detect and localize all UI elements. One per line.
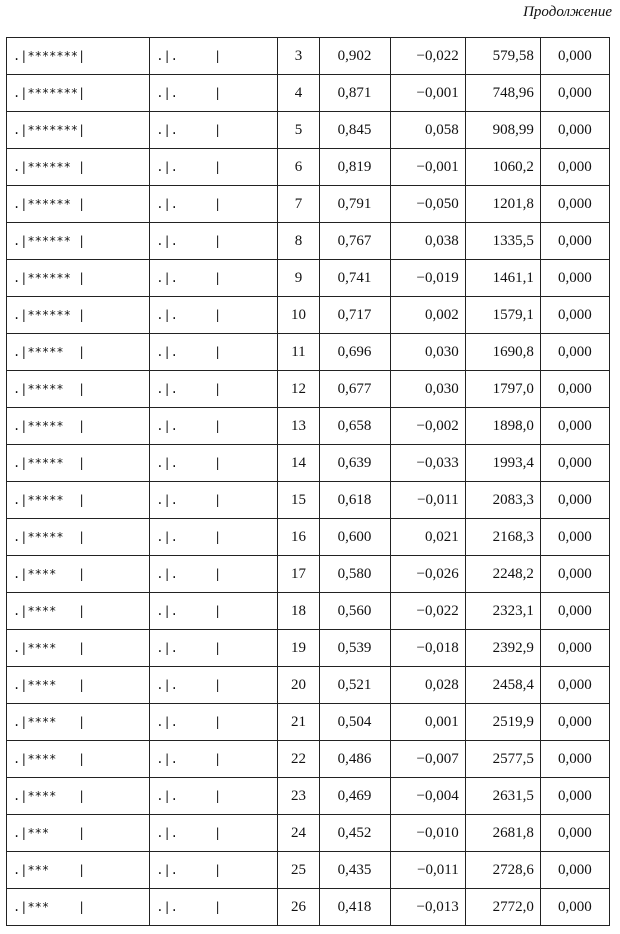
q-stat-cell: 908,99 [465,112,540,149]
prob-cell: 0,000 [540,593,609,630]
autocorrelation-bar-cell: .|*******| [7,75,150,112]
lag-cell: 18 [278,593,319,630]
partial-correlation-bar-cell: .|. | [150,149,278,186]
prob-cell: 0,000 [540,815,609,852]
partial-correlation-bar-cell: .|. | [150,519,278,556]
q-stat-cell: 1993,4 [465,445,540,482]
partial-correlation-bar-cell: .|. | [150,408,278,445]
lag-cell: 8 [278,223,319,260]
autocorrelation-bar-cell: .|***** | [7,445,150,482]
prob-cell: 0,000 [540,482,609,519]
pac-value-cell: 0,002 [390,297,465,334]
ac-value-cell: 0,521 [319,667,390,704]
ac-value-cell: 0,902 [319,38,390,75]
table-row [7,815,610,852]
partial-correlation-bar-cell: .|. | [150,482,278,519]
table-row [7,556,610,593]
table-row [7,334,610,371]
partial-correlation-bar-cell: .|. | [150,371,278,408]
lag-cell: 7 [278,186,319,223]
q-stat-cell: 2083,3 [465,482,540,519]
q-stat-cell: 2728,6 [465,852,540,889]
q-stat-cell: 748,96 [465,75,540,112]
lag-cell: 3 [278,38,319,75]
autocorrelation-bar-cell: .|***** | [7,482,150,519]
ac-value-cell: 0,469 [319,778,390,815]
partial-correlation-bar-cell: .|. | [150,815,278,852]
partial-correlation-bar-cell: .|. | [150,223,278,260]
autocorrelation-bar-cell: .|*******| [7,112,150,149]
ac-value-cell: 0,435 [319,852,390,889]
lag-cell: 24 [278,815,319,852]
prob-cell: 0,000 [540,186,609,223]
pac-value-cell: 0,038 [390,223,465,260]
autocorrelation-bar-cell: .|**** | [7,741,150,778]
lag-cell: 20 [278,667,319,704]
partial-correlation-bar-cell: .|. | [150,75,278,112]
autocorrelation-bar-cell: .|****** | [7,186,150,223]
partial-correlation-bar-cell: .|. | [150,334,278,371]
pac-value-cell: −0,050 [390,186,465,223]
q-stat-cell: 2577,5 [465,741,540,778]
ac-value-cell: 0,580 [319,556,390,593]
table-row [7,260,610,297]
pac-value-cell: −0,013 [390,889,465,926]
ac-value-cell: 0,845 [319,112,390,149]
partial-correlation-bar-cell: .|. | [150,667,278,704]
prob-cell: 0,000 [540,778,609,815]
ac-value-cell: 0,560 [319,593,390,630]
table-row [7,408,610,445]
autocorrelation-bar-cell: .|*** | [7,815,150,852]
partial-correlation-bar-cell: .|. | [150,445,278,482]
autocorrelation-bar-cell: .|*******| [7,38,150,75]
table-row [7,297,610,334]
pac-value-cell: −0,001 [390,149,465,186]
lag-cell: 26 [278,889,319,926]
prob-cell: 0,000 [540,556,609,593]
lag-cell: 14 [278,445,319,482]
q-stat-cell: 1060,2 [465,149,540,186]
q-stat-cell: 1335,5 [465,223,540,260]
lag-cell: 21 [278,704,319,741]
prob-cell: 0,000 [540,408,609,445]
ac-value-cell: 0,486 [319,741,390,778]
table-row [7,741,610,778]
table-row [7,519,610,556]
table-row [7,889,610,926]
table-row [7,593,610,630]
autocorrelation-bar-cell: .|**** | [7,593,150,630]
continuation-caption: Продолжение [523,4,612,20]
pac-value-cell: −0,002 [390,408,465,445]
prob-cell: 0,000 [540,371,609,408]
q-stat-cell: 579,58 [465,38,540,75]
pac-value-cell: −0,022 [390,593,465,630]
prob-cell: 0,000 [540,852,609,889]
pac-value-cell: −0,026 [390,556,465,593]
ac-value-cell: 0,639 [319,445,390,482]
lag-cell: 4 [278,75,319,112]
pac-value-cell: −0,007 [390,741,465,778]
partial-correlation-bar-cell: .|. | [150,852,278,889]
lag-cell: 10 [278,297,319,334]
pac-value-cell: −0,004 [390,778,465,815]
autocorrelation-bar-cell: .|****** | [7,297,150,334]
pac-value-cell: −0,022 [390,38,465,75]
partial-correlation-bar-cell: .|. | [150,186,278,223]
autocorrelation-bar-cell: .|**** | [7,704,150,741]
partial-correlation-bar-cell: .|. | [150,778,278,815]
autocorrelation-bar-cell: .|****** | [7,260,150,297]
ac-value-cell: 0,539 [319,630,390,667]
prob-cell: 0,000 [540,889,609,926]
q-stat-cell: 1898,0 [465,408,540,445]
q-stat-cell: 2631,5 [465,778,540,815]
prob-cell: 0,000 [540,445,609,482]
autocorrelation-bar-cell: .|***** | [7,408,150,445]
pac-value-cell: 0,028 [390,667,465,704]
pac-value-cell: −0,010 [390,815,465,852]
ac-value-cell: 0,418 [319,889,390,926]
q-stat-cell: 2519,9 [465,704,540,741]
lag-cell: 22 [278,741,319,778]
lag-cell: 12 [278,371,319,408]
lag-cell: 5 [278,112,319,149]
partial-correlation-bar-cell: .|. | [150,889,278,926]
table-row [7,186,610,223]
correlogram-table [6,37,610,926]
prob-cell: 0,000 [540,704,609,741]
partial-correlation-bar-cell: .|. | [150,630,278,667]
prob-cell: 0,000 [540,112,609,149]
ac-value-cell: 0,677 [319,371,390,408]
ac-value-cell: 0,658 [319,408,390,445]
lag-cell: 23 [278,778,319,815]
autocorrelation-bar-cell: .|****** | [7,149,150,186]
prob-cell: 0,000 [540,519,609,556]
autocorrelation-bar-cell: .|****** | [7,223,150,260]
table-row [7,778,610,815]
prob-cell: 0,000 [540,149,609,186]
pac-value-cell: 0,030 [390,371,465,408]
ac-value-cell: 0,741 [319,260,390,297]
table-row [7,852,610,889]
q-stat-cell: 1797,0 [465,371,540,408]
autocorrelation-bar-cell: .|**** | [7,630,150,667]
table-row [7,112,610,149]
lag-cell: 6 [278,149,319,186]
autocorrelation-bar-cell: .|**** | [7,667,150,704]
ac-value-cell: 0,504 [319,704,390,741]
partial-correlation-bar-cell: .|. | [150,593,278,630]
autocorrelation-bar-cell: .|**** | [7,556,150,593]
ac-value-cell: 0,767 [319,223,390,260]
prob-cell: 0,000 [540,260,609,297]
lag-cell: 15 [278,482,319,519]
q-stat-cell: 2458,4 [465,667,540,704]
table-row [7,630,610,667]
lag-cell: 25 [278,852,319,889]
q-stat-cell: 2392,9 [465,630,540,667]
lag-cell: 9 [278,260,319,297]
ac-value-cell: 0,871 [319,75,390,112]
partial-correlation-bar-cell: .|. | [150,704,278,741]
partial-correlation-bar-cell: .|. | [150,556,278,593]
pac-value-cell: −0,019 [390,260,465,297]
partial-correlation-bar-cell: .|. | [150,297,278,334]
autocorrelation-bar-cell: .|**** | [7,778,150,815]
q-stat-cell: 2168,3 [465,519,540,556]
autocorrelation-bar-cell: .|***** | [7,519,150,556]
pac-value-cell: 0,001 [390,704,465,741]
pac-value-cell: −0,001 [390,75,465,112]
table-row [7,75,610,112]
prob-cell: 0,000 [540,741,609,778]
q-stat-cell: 2248,2 [465,556,540,593]
ac-value-cell: 0,819 [319,149,390,186]
prob-cell: 0,000 [540,75,609,112]
autocorrelation-bar-cell: .|*** | [7,852,150,889]
table-row [7,482,610,519]
pac-value-cell: −0,011 [390,852,465,889]
q-stat-cell: 2681,8 [465,815,540,852]
q-stat-cell: 1690,8 [465,334,540,371]
lag-cell: 16 [278,519,319,556]
partial-correlation-bar-cell: .|. | [150,741,278,778]
q-stat-cell: 1461,1 [465,260,540,297]
lag-cell: 17 [278,556,319,593]
ac-value-cell: 0,618 [319,482,390,519]
table-row [7,38,610,75]
prob-cell: 0,000 [540,223,609,260]
table-row [7,667,610,704]
prob-cell: 0,000 [540,334,609,371]
prob-cell: 0,000 [540,297,609,334]
table-row [7,445,610,482]
table-body [7,38,610,926]
lag-cell: 13 [278,408,319,445]
pac-value-cell: −0,011 [390,482,465,519]
ac-value-cell: 0,452 [319,815,390,852]
prob-cell: 0,000 [540,630,609,667]
lag-cell: 19 [278,630,319,667]
pac-value-cell: −0,018 [390,630,465,667]
ac-value-cell: 0,717 [319,297,390,334]
table-row [7,371,610,408]
ac-value-cell: 0,791 [319,186,390,223]
ac-value-cell: 0,696 [319,334,390,371]
table-row [7,223,610,260]
partial-correlation-bar-cell: .|. | [150,260,278,297]
partial-correlation-bar-cell: .|. | [150,38,278,75]
pac-value-cell: 0,021 [390,519,465,556]
pac-value-cell: 0,058 [390,112,465,149]
pac-value-cell: 0,030 [390,334,465,371]
lag-cell: 11 [278,334,319,371]
q-stat-cell: 1201,8 [465,186,540,223]
partial-correlation-bar-cell: .|. | [150,112,278,149]
ac-value-cell: 0,600 [319,519,390,556]
pac-value-cell: −0,033 [390,445,465,482]
table-row [7,149,610,186]
q-stat-cell: 2323,1 [465,593,540,630]
q-stat-cell: 2772,0 [465,889,540,926]
autocorrelation-bar-cell: .|***** | [7,334,150,371]
q-stat-cell: 1579,1 [465,297,540,334]
prob-cell: 0,000 [540,38,609,75]
autocorrelation-bar-cell: .|***** | [7,371,150,408]
autocorrelation-bar-cell: .|*** | [7,889,150,926]
table-row [7,704,610,741]
prob-cell: 0,000 [540,667,609,704]
